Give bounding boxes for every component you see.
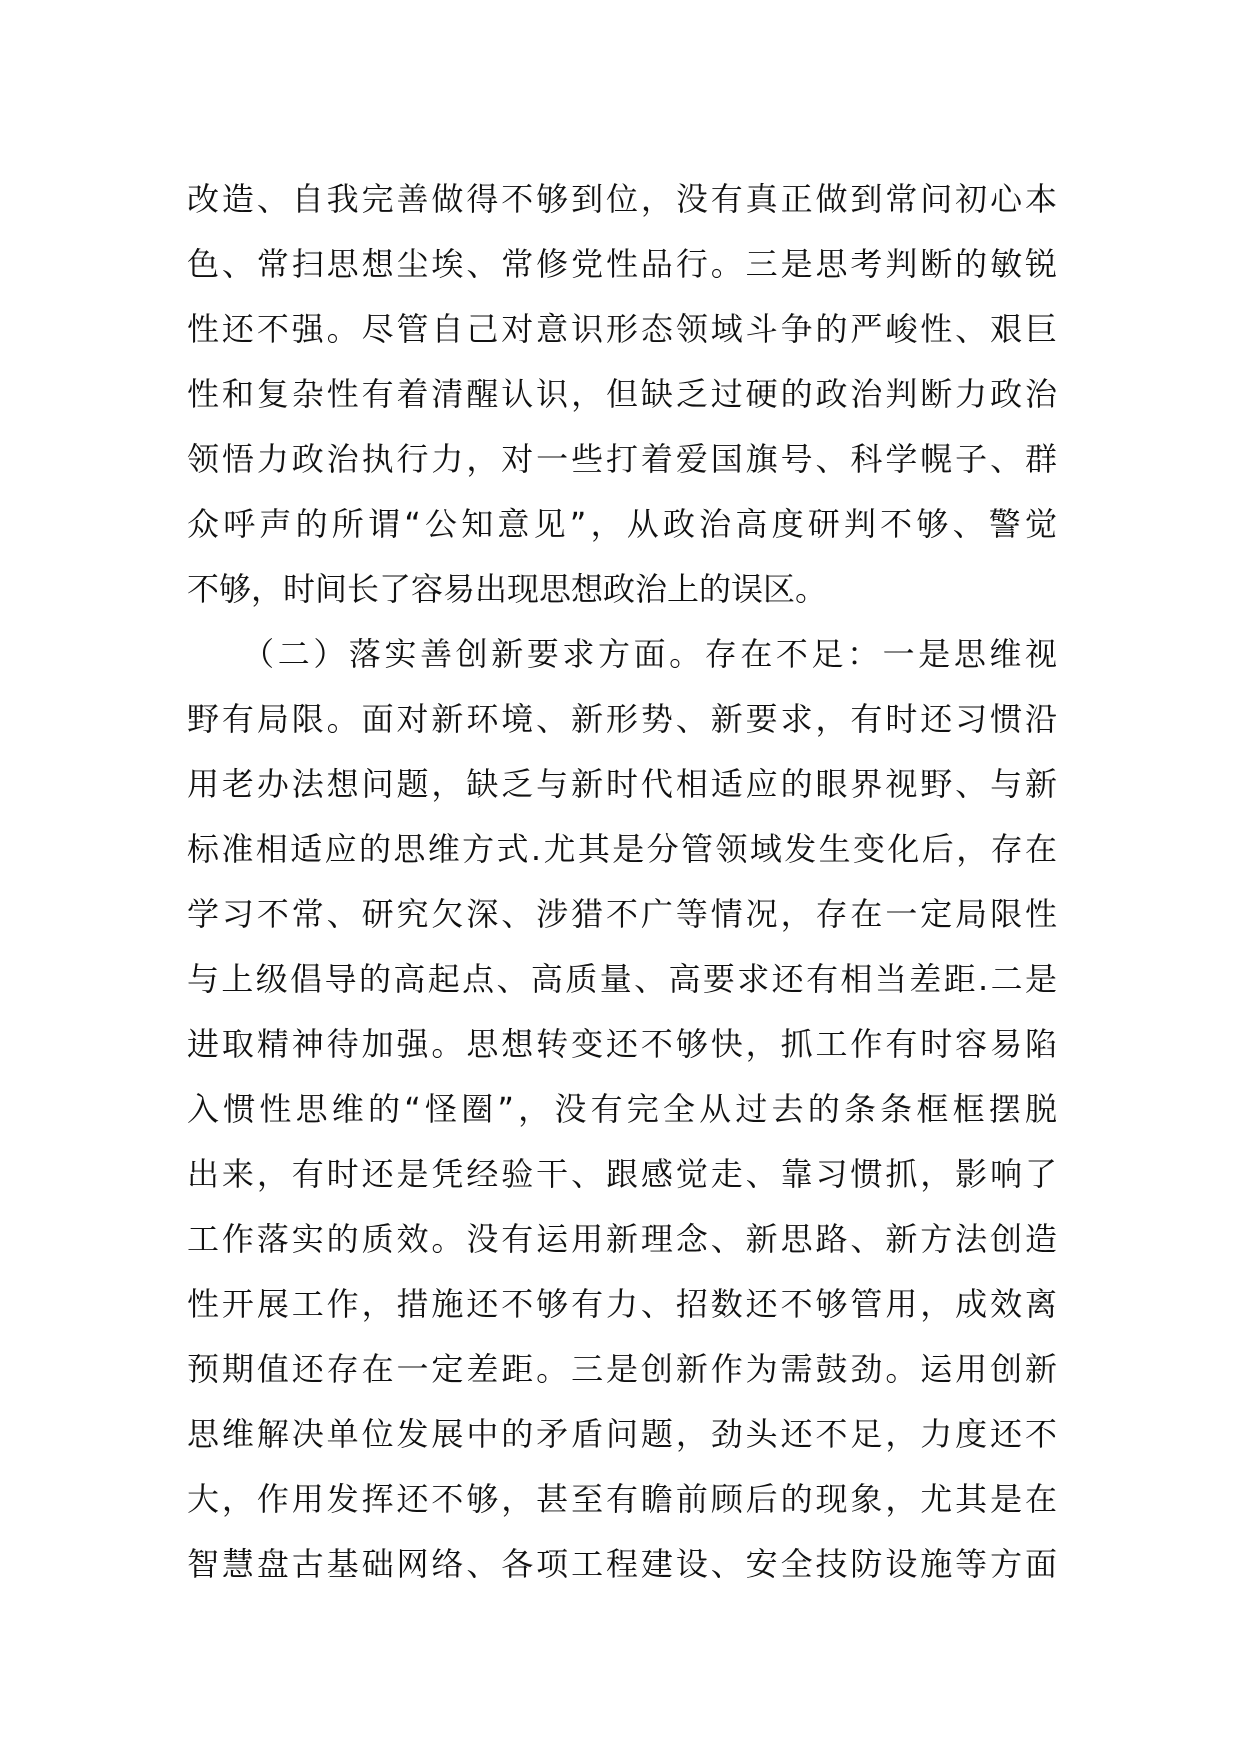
text-line: 性和复杂性有着清醒认识，但缺乏过硬的政治判断力政治 (187, 375, 1057, 413)
text-line: 标准相适应的思维方式.尤其是分管领域发生变化后，存在 (187, 830, 1057, 868)
text-line: 与上级倡导的高起点、高质量、高要求还有相当差距.二是 (187, 960, 1057, 998)
body-text (187, 167, 1057, 1597)
text-line: 思维解决单位发展中的矛盾问题，劲头还不足，力度还不 (187, 1415, 1057, 1453)
text-line: 预期值还存在一定差距。三是创新作为需鼓劲。运用创新 (187, 1350, 1057, 1388)
text-line: 大，作用发挥还不够，甚至有瞻前顾后的现象，尤其是在 (187, 1480, 1057, 1518)
text-line: 性开展工作，措施还不够有力、招数还不够管用，成效离 (187, 1285, 1057, 1323)
text-line: 众呼声的所谓“公知意见”，从政治高度研判不够、警觉 (187, 505, 1057, 543)
section-heading-line: （二）落实善创新要求方面。存在不足：一是思维视 (187, 635, 1057, 673)
text-line: 改造、自我完善做得不够到位，没有真正做到常问初心本 (187, 180, 1057, 218)
text-line: 性还不强。尽管自己对意识形态领域斗争的严峻性、艰巨 (187, 310, 1057, 348)
text-line: 野有局限。面对新环境、新形势、新要求，有时还习惯沿 (187, 700, 1057, 738)
text-line: 进取精神待加强。思想转变还不够快，抓工作有时容易陷 (187, 1025, 1057, 1063)
text-line: 领悟力政治执行力，对一些打着爱国旗号、科学幌子、群 (187, 440, 1057, 478)
text-line: 色、常扫思想尘埃、常修党性品行。三是思考判断的敏锐 (187, 245, 1057, 283)
text-line: 用老办法想问题，缺乏与新时代相适应的眼界视野、与新 (187, 765, 1057, 803)
text-line: 工作落实的质效。没有运用新理念、新思路、新方法创造 (187, 1220, 1057, 1258)
text-line: 智慧盘古基础网络、各项工程建设、安全技防设施等方面 (187, 1545, 1057, 1583)
text-line: 学习不常、研究欠深、涉猎不广等情况，存在一定局限性 (187, 895, 1057, 933)
text-line: 入惯性思维的“怪圈”，没有完全从过去的条条框框摆脱 (187, 1090, 1057, 1128)
text-line: 出来，有时还是凭经验干、跟感觉走、靠习惯抓，影响了 (187, 1155, 1057, 1193)
paragraph-end-line: 不够，时间长了容易出现思想政治上的误区。 (187, 570, 828, 608)
